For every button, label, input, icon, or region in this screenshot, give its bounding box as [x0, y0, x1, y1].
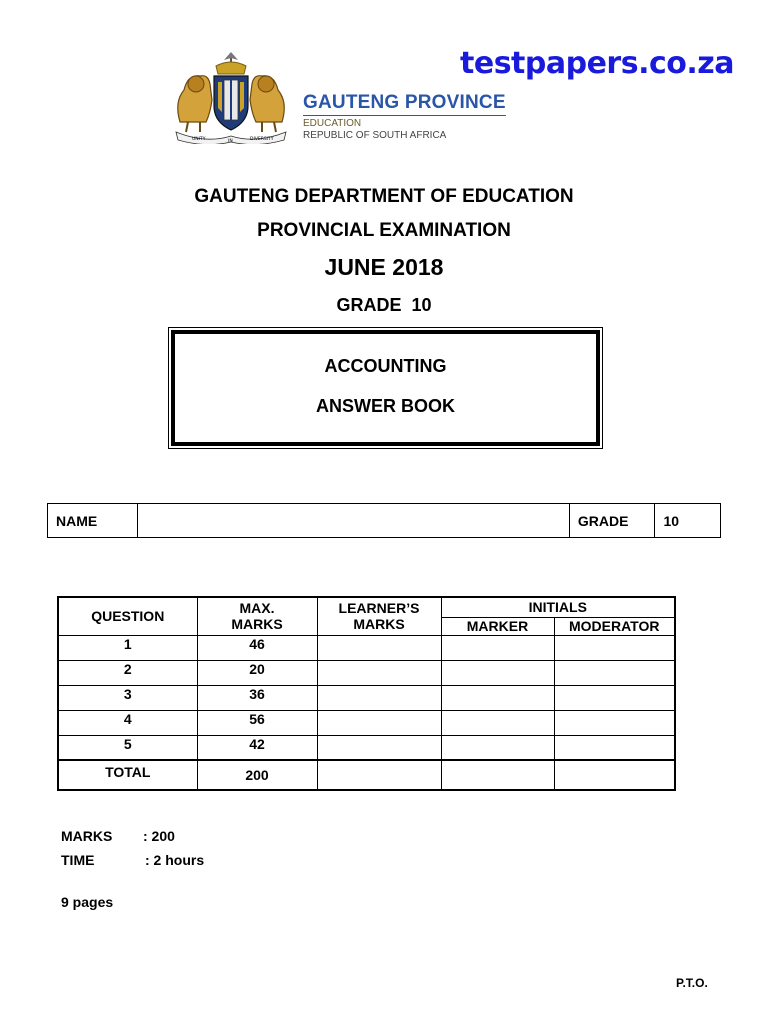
exam-date: JUNE 2018: [324, 254, 444, 280]
marker-initials-cell[interactable]: [441, 660, 554, 685]
header-max-marks: MAX. MARKS: [197, 597, 317, 635]
grade-label: GRADE: [569, 504, 655, 538]
header-learners-marks: LEARNER’S MARKS: [317, 597, 441, 635]
moderator-initials-cell[interactable]: [554, 685, 675, 710]
header-moderator: MODERATOR: [554, 617, 675, 635]
crest-motto-right: DIVERSITY: [250, 137, 274, 142]
name-field[interactable]: [137, 504, 569, 538]
total-row: [58, 760, 675, 790]
province-country: REPUBLIC OF SOUTH AFRICA: [303, 130, 447, 141]
max-marks: 20: [197, 660, 317, 685]
learner-marks-cell[interactable]: [317, 660, 441, 685]
table-row: [58, 635, 675, 660]
max-marks: 56: [197, 710, 317, 735]
max-marks: 36: [197, 685, 317, 710]
learner-marks-cell[interactable]: [317, 635, 441, 660]
learner-marks-cell[interactable]: [317, 735, 441, 760]
table-row: [58, 710, 675, 735]
province-department: EDUCATION: [303, 118, 362, 129]
province-name: GAUTENG PROVINCE: [303, 92, 506, 113]
name-label: NAME: [48, 504, 138, 538]
marks-label: MARKS: [61, 828, 113, 844]
moderator-initials-cell[interactable]: [554, 710, 675, 735]
title-box: [171, 330, 600, 446]
question-number: 4: [58, 710, 197, 735]
header-initials: INITIALS: [441, 597, 675, 617]
crest-motto-mid: IN: [228, 139, 233, 144]
moderator-initials-cell[interactable]: [554, 735, 675, 760]
watermark-text[interactable]: testpapers.co.za: [460, 46, 734, 81]
subject-title: ACCOUNTING: [324, 356, 447, 376]
question-number: 3: [58, 685, 197, 710]
province-underline: [303, 115, 506, 116]
table-row: [58, 685, 675, 710]
marker-initials-cell[interactable]: [441, 735, 554, 760]
grade-heading: GRADE 10: [336, 295, 432, 315]
question-number: 1: [58, 635, 197, 660]
header-question: QUESTION: [58, 597, 197, 635]
learner-marks-cell[interactable]: [317, 685, 441, 710]
time-label: TIME: [61, 852, 95, 868]
book-type-title: ANSWER BOOK: [316, 396, 455, 416]
learner-total-cell[interactable]: [317, 760, 441, 790]
table-row: [58, 660, 675, 685]
marks-table: [57, 596, 676, 791]
marker-initials-cell[interactable]: [441, 685, 554, 710]
total-label: TOTAL: [58, 760, 197, 790]
table-row: [58, 735, 675, 760]
max-marks: 42: [197, 735, 317, 760]
marker-initials-cell[interactable]: [441, 710, 554, 735]
moderator-initials-cell[interactable]: [554, 635, 675, 660]
crest-motto-left: UNITY: [192, 137, 206, 142]
page-count: 9 pages: [61, 894, 114, 910]
time-info: [61, 852, 205, 868]
coat-of-arms-icon: [166, 52, 296, 144]
header-marker: MARKER: [441, 617, 554, 635]
grade-value: 10: [655, 504, 721, 538]
total-value: 200: [197, 760, 317, 790]
pto-label: P.T.O.: [676, 976, 708, 990]
learner-info-table: [47, 503, 721, 538]
time-value: : 2 hours: [145, 852, 205, 868]
marker-initials-cell[interactable]: [441, 635, 554, 660]
learner-marks-cell[interactable]: [317, 710, 441, 735]
marker-total-cell[interactable]: [441, 760, 554, 790]
department-heading: GAUTENG DEPARTMENT OF EDUCATION: [194, 186, 574, 207]
question-number: 2: [58, 660, 197, 685]
marks-info: [61, 828, 175, 844]
exam-heading: PROVINCIAL EXAMINATION: [257, 220, 511, 241]
question-number: 5: [58, 735, 197, 760]
moderator-total-cell[interactable]: [554, 760, 675, 790]
max-marks: 46: [197, 635, 317, 660]
moderator-initials-cell[interactable]: [554, 660, 675, 685]
marks-value: : 200: [143, 828, 175, 844]
